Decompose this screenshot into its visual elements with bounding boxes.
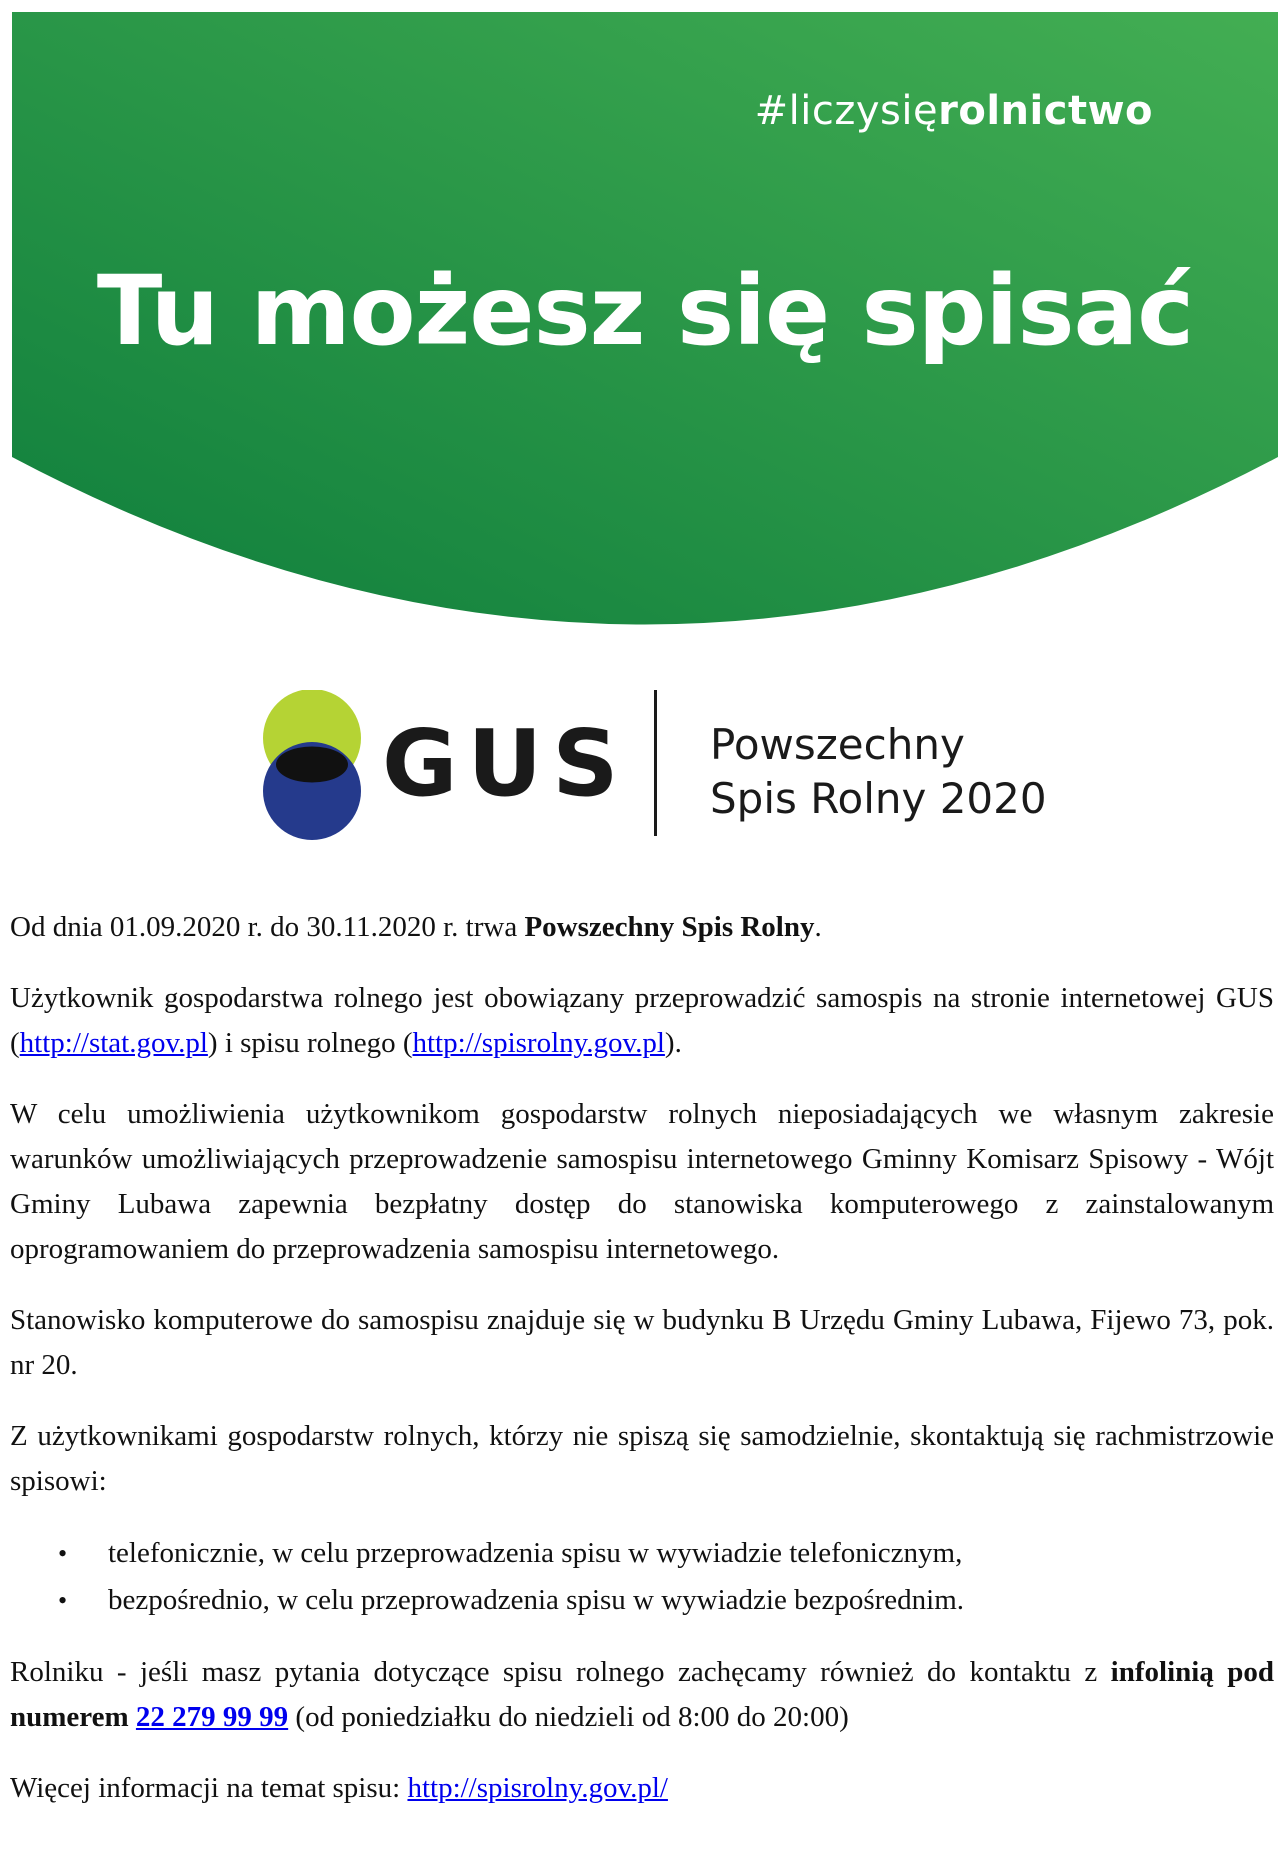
banner-headline: Tu możesz się spisać (96, 255, 1194, 367)
list-item-text: bezpośrednio, w celu przeprowadzenia spisu w wywiadzie bezpośrednim. (108, 1584, 965, 1616)
paragraph-access: W celu umożliwienia użytkownikom gospodarstw rolnych nieposiadających we własnym zakresie warunków umożliwiających przeprowadzenie samospisu internetowego Gminny Komisarz Spisowy - Wójt Gminy Lubawa zapewnia bezpłatny dostęp do stanowiska komputerowego z zainstalowanym oprogramowaniem do przeprowadzenia samospisu internetowego. (10, 1098, 1274, 1265)
paragraph-obligation-text: Użytkownik gospodarstwa rolnego jest obowiązany przeprowadzić samospis na stronie internetowej GUS ( (10, 982, 1274, 1059)
campaign-hashtag (755, 88, 1153, 134)
census-name: Powszechny Spis Rolny (524, 911, 815, 943)
stat-gov-link[interactable]: http://stat.gov.pl (19, 1027, 208, 1059)
paragraph-dates-text: Od dnia 01.09.2020 r. do 30.11.2020 r. trwa (10, 911, 525, 943)
paragraph-hotline (10, 1650, 1274, 1740)
logo-subtitle (710, 718, 1047, 826)
paragraph-hotline-text: Rolniku - jeśli masz pytania dotyczące spisu rolnego zachęcamy również do kontaktu z (10, 1656, 1111, 1688)
paragraph-enumerators: Z użytkownikami gospodarstw rolnych, którzy nie spiszą się samodzielnie, skontaktują się rachmistrzowie spisowi: (10, 1420, 1274, 1497)
paragraph-hotline-space (129, 1701, 136, 1733)
paragraph-obligation-middle: ) i spisu rolnego ( (207, 1027, 413, 1059)
list-item-text: telefonicznie, w celu przeprowadzenia spisu w wywiadzie telefonicznym, (108, 1537, 963, 1569)
paragraph-location: Stanowisko komputerowe do samospisu znajduje się w budynku B Urzędu Gminy Lubawa, Fijewo 73, pok. nr 20. (10, 1304, 1274, 1381)
paragraph-dates (10, 905, 1274, 950)
logo-subtitle-line1: Powszechny (710, 720, 965, 769)
list-item (58, 1577, 1274, 1624)
more-info-link[interactable]: http://spisrolny.gov.pl/ (407, 1772, 668, 1804)
bullet-icon: • (58, 1586, 68, 1615)
gus-wordmark: GUS (382, 710, 629, 817)
gus-logo-circles-icon (260, 690, 364, 840)
logo-subtitle-line2: Spis Rolny 2020 (710, 774, 1047, 823)
bullet-icon: • (58, 1539, 68, 1568)
list-item (58, 1530, 1274, 1577)
announcement-body (10, 905, 1274, 1837)
hotline-label: infolinią pod numerem (10, 1656, 1275, 1733)
paragraph-dates-end: . (814, 911, 822, 943)
hotline-phone-link[interactable]: 22 279 99 99 (135, 1701, 289, 1733)
logo-divider (654, 690, 657, 836)
hashtag-bold: rolnictwo (938, 88, 1153, 134)
paragraph-more-info (10, 1766, 1274, 1811)
hotline-hours: (od poniedziałku do niedzieli od 8:00 do 20:00) (288, 1701, 849, 1733)
spisrolny-link[interactable]: http://spisrolny.gov.pl (412, 1027, 665, 1059)
paragraph-obligation (10, 976, 1274, 1066)
hashtag-regular: #liczysię (754, 88, 939, 134)
more-info-text: Więcej informacji na temat spisu: (10, 1772, 408, 1804)
gus-logo (260, 690, 1047, 840)
paragraph-obligation-end: ). (664, 1027, 682, 1059)
contact-methods-list (10, 1530, 1274, 1624)
